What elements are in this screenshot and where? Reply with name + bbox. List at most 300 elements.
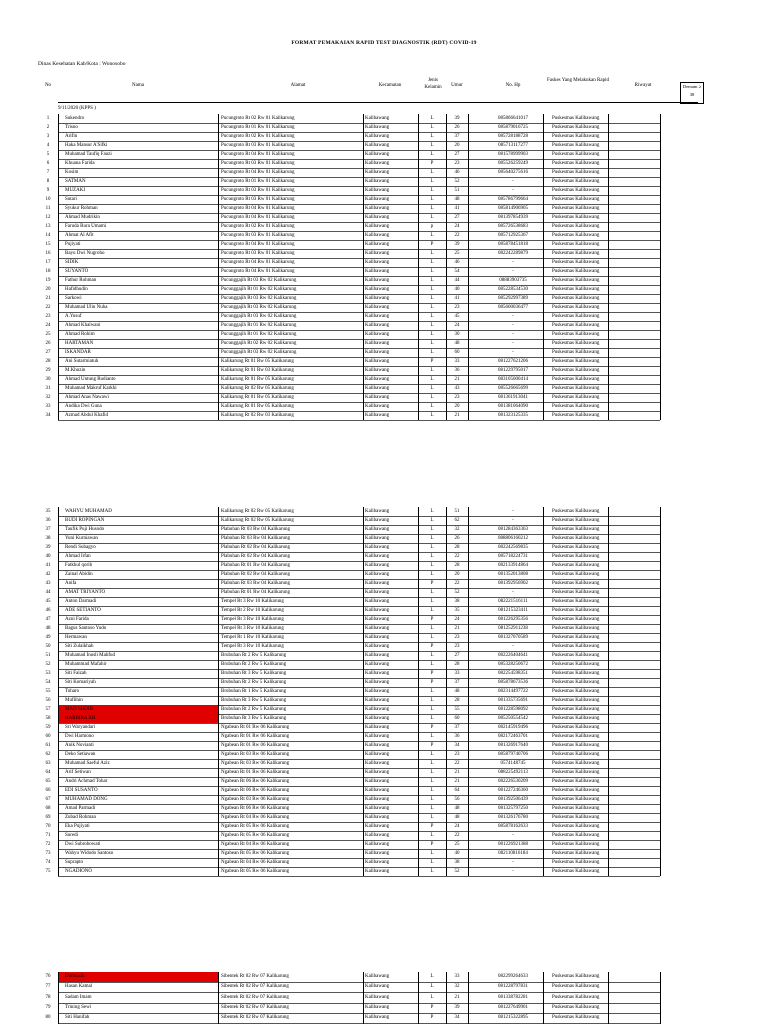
age-cell: 28	[454, 563, 460, 568]
phone-cell: 081327070589	[498, 635, 528, 640]
age-cell: 62	[454, 518, 460, 523]
kecamatan-cell: Kalibawang	[365, 314, 390, 319]
age-cell: 39	[454, 116, 460, 121]
kecamatan-cell: Kalibawang	[365, 377, 390, 382]
row-number: 47	[45, 617, 51, 622]
kecamatan-cell: Kalibawang	[365, 743, 390, 748]
column-divider	[608, 507, 609, 876]
name-cell: Syukur Rohman	[65, 206, 98, 211]
row-number: 18	[45, 269, 51, 274]
age-cell: 38	[454, 599, 460, 604]
phone-cell: 085328250672	[498, 662, 528, 667]
address-cell: Kalikarung Rt 01 Rw 05 Kalikarung	[221, 359, 294, 364]
table-row	[38, 141, 660, 150]
age-cell: 38	[454, 860, 460, 865]
gender-cell: P	[430, 842, 434, 847]
phone-cell: -	[512, 341, 514, 346]
gender-cell: L	[430, 590, 434, 595]
faskes-cell: Puskesmas Kalibawang	[552, 1004, 600, 1010]
gender-cell: L	[430, 626, 434, 631]
age-cell: 23	[454, 395, 460, 400]
address-cell: Brubuhan Rt 2 Rw 5 Kalikarung	[221, 707, 287, 712]
name-cell: Haka Mansur A'Sifki	[65, 143, 108, 148]
table-row	[38, 849, 660, 858]
age-cell: 24	[454, 323, 460, 328]
gender-cell: L	[430, 608, 434, 613]
row-number: 63	[45, 761, 51, 766]
address-cell: Plabuhan Rt 02 Rw 04 Kalikarung	[221, 545, 291, 550]
faskes-cell: Puskesmas Kalibawang	[552, 698, 600, 703]
address-cell: Brubuhan Rt 3 Rw 5 Kalikarung	[221, 698, 287, 703]
phone-cell: 081226921388	[498, 842, 528, 847]
table-row	[38, 777, 660, 786]
phone-cell: 082254598351	[498, 671, 528, 676]
age-cell: 21	[454, 770, 460, 775]
sub-header: 9/11/2020 (KPPS )	[58, 106, 96, 111]
name-cell: AMAT TRIYANTO	[65, 590, 106, 595]
gender-cell: L	[430, 572, 434, 577]
table-row	[38, 678, 660, 687]
address-cell: Pucungroto Rt 03 Rw 01 Kalikarung	[221, 143, 295, 148]
faskes-cell: Puskesmas Kalibawang	[552, 662, 600, 667]
phone-cell: 085879016725	[498, 125, 528, 130]
row-number: 72	[45, 842, 51, 847]
faskes-cell: Puskesmas Kalibawang	[552, 359, 600, 364]
kecamatan-cell: Kalibawang	[365, 179, 390, 184]
phone-cell: 081228797831	[498, 984, 528, 990]
faskes-cell: Puskesmas Kalibawang	[552, 851, 600, 856]
gender-cell: P	[430, 242, 434, 247]
phone-cell: 085526665699	[498, 386, 528, 391]
name-cell: SATMAN	[65, 179, 86, 184]
name-cell: Hermawan	[65, 635, 87, 640]
faskes-cell: Puskesmas Kalibawang	[552, 635, 600, 640]
table-row	[38, 579, 660, 588]
row-number: 73	[45, 851, 51, 856]
faskes-cell: Puskesmas Kalibawang	[552, 599, 600, 604]
row-number: 7	[46, 170, 50, 175]
kecamatan-cell: Kalibawang	[365, 851, 390, 856]
kecamatan-cell: Kalibawang	[365, 287, 390, 292]
age-cell: 21	[454, 779, 460, 784]
name-cell: Toharo	[65, 689, 80, 694]
header-no: No	[44, 83, 52, 88]
column-divider	[543, 972, 544, 1024]
name-cell: HARBIRA AH	[58, 714, 218, 723]
table-section-3	[38, 972, 660, 1024]
name-cell: Ahmad Rohim	[65, 332, 95, 337]
phone-cell: 081392956902	[498, 581, 528, 586]
row-number: 10	[45, 197, 51, 202]
age-cell: 48	[454, 815, 460, 820]
name-cell: Ahmad Anas Nawawi	[65, 395, 109, 400]
faskes-cell: Puskesmas Kalibawang	[552, 278, 600, 283]
row-divider	[58, 420, 660, 421]
column-divider	[218, 114, 219, 420]
name-cell: Azni Farida	[65, 617, 89, 622]
table-row	[38, 624, 660, 633]
address-cell: Pucunggajih Rt 03 Rw 02 Kalikarung	[221, 305, 297, 310]
column-divider	[468, 507, 469, 876]
age-cell: 41	[454, 296, 460, 301]
kecamatan-cell: Kalibawang	[365, 608, 390, 613]
table-row	[38, 348, 660, 357]
faskes-cell: Puskesmas Kalibawang	[552, 581, 600, 586]
gender-cell: L	[430, 341, 434, 346]
address-cell: Sibentek Rt 02 Rw 07 Kalikarung	[221, 994, 289, 1000]
row-number: 68	[45, 806, 51, 811]
faskes-cell: Puskesmas Kalibawang	[552, 536, 600, 541]
address-cell: Sibentek Rt 02 Rw 07 Kalikarung	[221, 1004, 289, 1010]
name-cell: Sutari	[65, 197, 77, 202]
faskes-cell: Puskesmas Kalibawang	[552, 653, 600, 658]
table-row	[38, 1013, 660, 1023]
name-cell: Hafidhudin	[65, 287, 88, 292]
address-cell: Pucungroto Rt 01 Rw 01 Kalikarung	[221, 179, 295, 184]
phone-cell: 082172463701	[498, 734, 528, 739]
table-row	[38, 339, 660, 348]
row-number: 70	[45, 824, 51, 829]
age-cell: 52	[454, 869, 460, 874]
address-cell: Pucungroto Rt 02 Rw 01 Kalikarung	[221, 224, 295, 229]
kecamatan-cell: Kalibawang	[365, 752, 390, 757]
phone-cell: 081392506439	[498, 797, 528, 802]
phone-cell: 081338782281	[498, 994, 528, 1000]
age-cell: 32	[454, 527, 460, 532]
age-cell: 43	[454, 386, 460, 391]
row-number: 44	[45, 590, 51, 595]
faskes-cell: Puskesmas Kalibawang	[552, 386, 600, 391]
phone-cell: 085866641017	[498, 116, 528, 121]
column-divider	[543, 507, 544, 876]
faskes-cell: Puskesmas Kalibawang	[552, 644, 600, 649]
row-number: 49	[45, 635, 51, 640]
row-number: 62	[45, 752, 51, 757]
row-number: 46	[45, 608, 51, 613]
age-cell: 36	[454, 734, 460, 739]
faskes-cell: Puskesmas Kalibawang	[552, 296, 600, 301]
column-divider	[543, 114, 544, 420]
address-cell: Plabuhan Rt 03 Rw 04 Kalikarung	[221, 527, 291, 532]
phone-cell: 082133914864	[498, 563, 528, 568]
address-cell: Kalikarung Rt 02 Rw 03 Kalikarung	[221, 413, 294, 418]
table-row	[38, 276, 660, 285]
gender-cell: L	[430, 833, 434, 838]
kecamatan-cell: Kalibawang	[365, 590, 390, 595]
faskes-cell: Puskesmas Kalibawang	[552, 179, 600, 184]
faskes-cell: Puskesmas Kalibawang	[552, 368, 600, 373]
faskes-cell: Puskesmas Kalibawang	[552, 116, 600, 121]
row-number: 59	[45, 725, 51, 730]
kecamatan-cell: Kalibawang	[365, 788, 390, 793]
gender-cell: L	[430, 869, 434, 874]
faskes-cell: Puskesmas Kalibawang	[552, 833, 600, 838]
row-number: 40	[45, 554, 51, 559]
row-number: 65	[45, 779, 51, 784]
faskes-cell: Puskesmas Kalibawang	[552, 251, 600, 256]
kecamatan-cell: Kalibawang	[365, 278, 390, 283]
faskes-cell: Puskesmas Kalibawang	[552, 395, 600, 400]
name-cell: Trining Sewi	[65, 1004, 92, 1010]
table-row	[38, 831, 660, 840]
age-cell: 21	[454, 413, 460, 418]
table-row	[38, 588, 660, 597]
phone-cell: 081326917640	[498, 743, 528, 748]
table-row	[38, 570, 660, 579]
faskes-cell: Puskesmas Kalibawang	[552, 134, 600, 139]
gender-cell: P	[430, 617, 434, 622]
kecamatan-cell: Kalibawang	[365, 806, 390, 811]
gender-cell: L	[430, 251, 434, 256]
phone-cell: -	[512, 269, 514, 274]
kecamatan-cell: Kalibawang	[365, 725, 390, 730]
kecamatan-cell: Kalibawang	[365, 626, 390, 631]
row-number: 35	[45, 509, 51, 514]
gender-cell: L	[430, 215, 434, 220]
kecamatan-cell: Kalibawang	[365, 824, 390, 829]
address-cell: Pucungroto Rt 04 Rw 01 Kalikarung	[221, 206, 295, 211]
gender-cell: P	[430, 161, 434, 166]
faskes-cell: Puskesmas Kalibawang	[552, 707, 600, 712]
address-cell: Pucungroto Rt 03 Rw 01 Kalikarung	[221, 197, 295, 202]
gender-cell: P	[430, 824, 434, 829]
name-cell: Arif Setiwan	[65, 770, 91, 775]
name-cell: Anifa	[65, 581, 77, 586]
name-cell: Arifin	[65, 134, 78, 139]
gender-cell: L	[430, 269, 434, 274]
address-cell: Kalikarung Rt 01 Rw 03 Kalikarung	[221, 368, 294, 373]
age-cell: 60	[454, 716, 460, 721]
faskes-cell: Puskesmas Kalibawang	[552, 770, 600, 775]
age-cell: 46	[454, 260, 460, 265]
row-number: 48	[45, 626, 51, 631]
gender-cell: L	[430, 509, 434, 514]
kecamatan-cell: Kalibawang	[365, 779, 390, 784]
row-number: 30	[45, 377, 51, 382]
address-cell: Ngabean Rt 06 Rw 06 Kalikarung	[221, 806, 290, 811]
phone-cell: -	[512, 833, 514, 838]
header-kecamatan: Kecamatan	[378, 83, 402, 88]
kecamatan-cell: Kalibawang	[365, 413, 390, 418]
gender-cell: L	[430, 554, 434, 559]
name-cell: Taufik Puji Husodo	[65, 527, 105, 532]
phone-cell: 081229795017	[498, 368, 528, 373]
row-number: 32	[45, 395, 51, 400]
row-number: 2	[46, 125, 50, 130]
name-cell: Andri Achmad Tohar	[65, 779, 108, 784]
kecamatan-cell: Kalibawang	[365, 716, 390, 721]
gender-cell: L	[430, 386, 434, 391]
address-cell: Kalikarung Rt 01 Rw 05 Kalikarung	[221, 377, 294, 382]
name-cell: Hasan Kamal	[65, 984, 93, 990]
kecamatan-cell: Kalibawang	[365, 984, 390, 990]
kecamatan-cell: Kalibawang	[365, 260, 390, 265]
table-row	[38, 972, 660, 982]
row-number: 24	[45, 323, 51, 328]
row-number: 1	[46, 116, 50, 121]
gender-cell: L	[430, 197, 434, 202]
phone-cell: -	[512, 518, 514, 523]
table-row	[38, 402, 660, 411]
table-row	[38, 840, 660, 849]
kecamatan-cell: Kalibawang	[365, 635, 390, 640]
faskes-cell: Puskesmas Kalibawang	[552, 170, 600, 175]
phone-cell: 085640275616	[498, 170, 528, 175]
gender-cell: P	[430, 1004, 434, 1010]
name-cell: Rendi Subagyo	[65, 545, 96, 550]
phone-cell: -	[512, 332, 514, 337]
name-cell: MUZAKI	[65, 188, 85, 193]
row-number: 22	[45, 305, 51, 310]
address-cell: Tempel Rt 3 Rw 10 Kalikarung	[221, 617, 284, 622]
phone-cell: 083105000414	[498, 377, 528, 382]
name-cell: Azmad Abdul Khafid	[65, 413, 109, 418]
column-divider	[58, 507, 59, 876]
age-cell: 60	[454, 350, 460, 355]
name-cell: NGADIONO	[65, 869, 92, 874]
row-number: 11	[45, 206, 51, 211]
phone-cell: -	[512, 644, 514, 649]
name-cell: HARTAMAN	[65, 341, 94, 346]
phone-cell: 085726538683	[498, 224, 528, 229]
name-cell: Pujiyati	[65, 242, 81, 247]
name-cell: Zainal Abidin	[65, 572, 93, 577]
column-divider	[418, 114, 419, 420]
age-cell: 37	[454, 725, 460, 730]
table-row	[38, 159, 660, 168]
age-cell: 37	[454, 134, 460, 139]
header-jenis-kelamin: Jenis Kelamin	[424, 78, 442, 90]
kecamatan-cell: Kalibawang	[365, 395, 390, 400]
faskes-cell: Puskesmas Kalibawang	[552, 152, 600, 157]
row-number: 69	[45, 815, 51, 820]
table-row	[38, 705, 660, 714]
row-number: 28	[45, 359, 51, 364]
age-cell: 20	[454, 143, 460, 148]
age-cell: 44	[454, 278, 460, 283]
phone-cell: 08883903735	[499, 278, 527, 283]
gender-cell: L	[430, 761, 434, 766]
age-cell: 21	[454, 626, 460, 631]
age-cell: 39	[454, 242, 460, 247]
age-cell: 26	[454, 125, 460, 130]
gender-cell: L	[430, 599, 434, 604]
age-cell: 23	[454, 635, 460, 640]
gender-cell: L	[430, 278, 434, 283]
age-cell: 22	[454, 833, 460, 838]
phone-cell: -	[512, 509, 514, 514]
address-cell: Pucungroto Rt 03 Rw 01 Kalikarung	[221, 233, 295, 238]
gender-cell: L	[430, 518, 434, 523]
faskes-cell: Puskesmas Kalibawang	[552, 994, 600, 1000]
table-row	[38, 375, 660, 384]
column-divider	[418, 507, 419, 876]
table-row	[38, 858, 660, 867]
table-row	[38, 795, 660, 804]
table-row	[38, 714, 660, 723]
faskes-cell: Puskesmas Kalibawang	[552, 680, 600, 685]
age-cell: 55	[454, 707, 460, 712]
name-cell: MAD SHOIB	[58, 705, 218, 714]
gender-cell: L	[430, 806, 434, 811]
table-row	[38, 669, 660, 678]
faskes-cell: Puskesmas Kalibawang	[552, 563, 600, 568]
table-row	[38, 543, 660, 552]
age-cell: 64	[454, 788, 460, 793]
faskes-cell: Puskesmas Kalibawang	[552, 260, 600, 265]
table-row	[38, 1003, 660, 1013]
gender-cell: L	[430, 797, 434, 802]
row-number: 52	[45, 662, 51, 667]
age-cell: 33	[454, 974, 460, 979]
header-demam: Demam ≥ 38	[680, 82, 704, 104]
row-number: 80	[45, 1015, 51, 1021]
name-cell: Ahmad Khalwani	[65, 323, 101, 328]
name-cell: Trisno	[65, 125, 78, 130]
column-divider	[446, 114, 447, 420]
kecamatan-cell: Kalibawang	[365, 734, 390, 739]
name-cell: Muhamad Taufiq Fauzi	[65, 152, 112, 157]
address-cell: Ngabean Rt 01 Rw 06 Kalikarung	[221, 725, 290, 730]
kecamatan-cell: Kalibawang	[365, 269, 390, 274]
address-cell: Ngabean Rt 05 Rw 06 Kalikarung	[221, 851, 290, 856]
kecamatan-cell: Kalibawang	[365, 698, 390, 703]
table-row	[38, 258, 660, 267]
address-cell: Plabuhan Rt 03 Rw 04 Kalikarung	[221, 581, 291, 586]
age-cell: 40	[454, 851, 460, 856]
row-number: 37	[45, 527, 51, 532]
header-divider	[58, 102, 698, 103]
kecamatan-cell: Kalibawang	[365, 161, 390, 166]
kecamatan-cell: Kalibawang	[365, 527, 390, 532]
kecamatan-cell: Kalibawang	[365, 563, 390, 568]
kecamatan-cell: Kalibawang	[365, 125, 390, 130]
faskes-cell: Puskesmas Kalibawang	[552, 527, 600, 532]
phone-cell: 088806160212	[498, 536, 528, 541]
kecamatan-cell: Kalibawang	[365, 680, 390, 685]
kecamatan-cell: Kalibawang	[365, 842, 390, 847]
faskes-cell: Puskesmas Kalibawang	[552, 161, 600, 166]
name-cell: Anik Novianti	[65, 743, 94, 748]
table-row	[38, 150, 660, 159]
table-row	[38, 231, 660, 240]
phone-cell: 081323125335	[498, 413, 528, 418]
phone-cell: 081325797250	[498, 806, 528, 811]
faskes-cell: Puskesmas Kalibawang	[552, 752, 600, 757]
gender-cell: L	[430, 305, 434, 310]
column-divider	[58, 972, 59, 1024]
gender-cell: P	[430, 725, 434, 730]
faskes-cell: Puskesmas Kalibawang	[552, 671, 600, 676]
dinas-label: Dinas Kesehatan Kab/Kota : Wonosobo	[38, 61, 126, 67]
header-alamat: Alamat	[290, 83, 306, 88]
phone-cell: -	[512, 860, 514, 865]
gender-cell: L	[430, 287, 434, 292]
kecamatan-cell: Kalibawang	[365, 761, 390, 766]
address-cell: Pucungroto Rt 04 Rw 01 Kalikarung	[221, 269, 295, 274]
address-cell: Plabuhan Rt 02 Rw 04 Kalikarung	[221, 572, 291, 577]
row-number: 42	[45, 572, 51, 577]
faskes-cell: Puskesmas Kalibawang	[552, 518, 600, 523]
row-number: 38	[45, 536, 51, 541]
table-section-1	[38, 114, 660, 420]
table-row	[38, 267, 660, 276]
age-cell: 30	[454, 332, 460, 337]
table-row	[38, 168, 660, 177]
kecamatan-cell: Kalibawang	[365, 197, 390, 202]
kecamatan-cell: Kalibawang	[365, 994, 390, 1000]
age-cell: 25	[454, 251, 460, 256]
